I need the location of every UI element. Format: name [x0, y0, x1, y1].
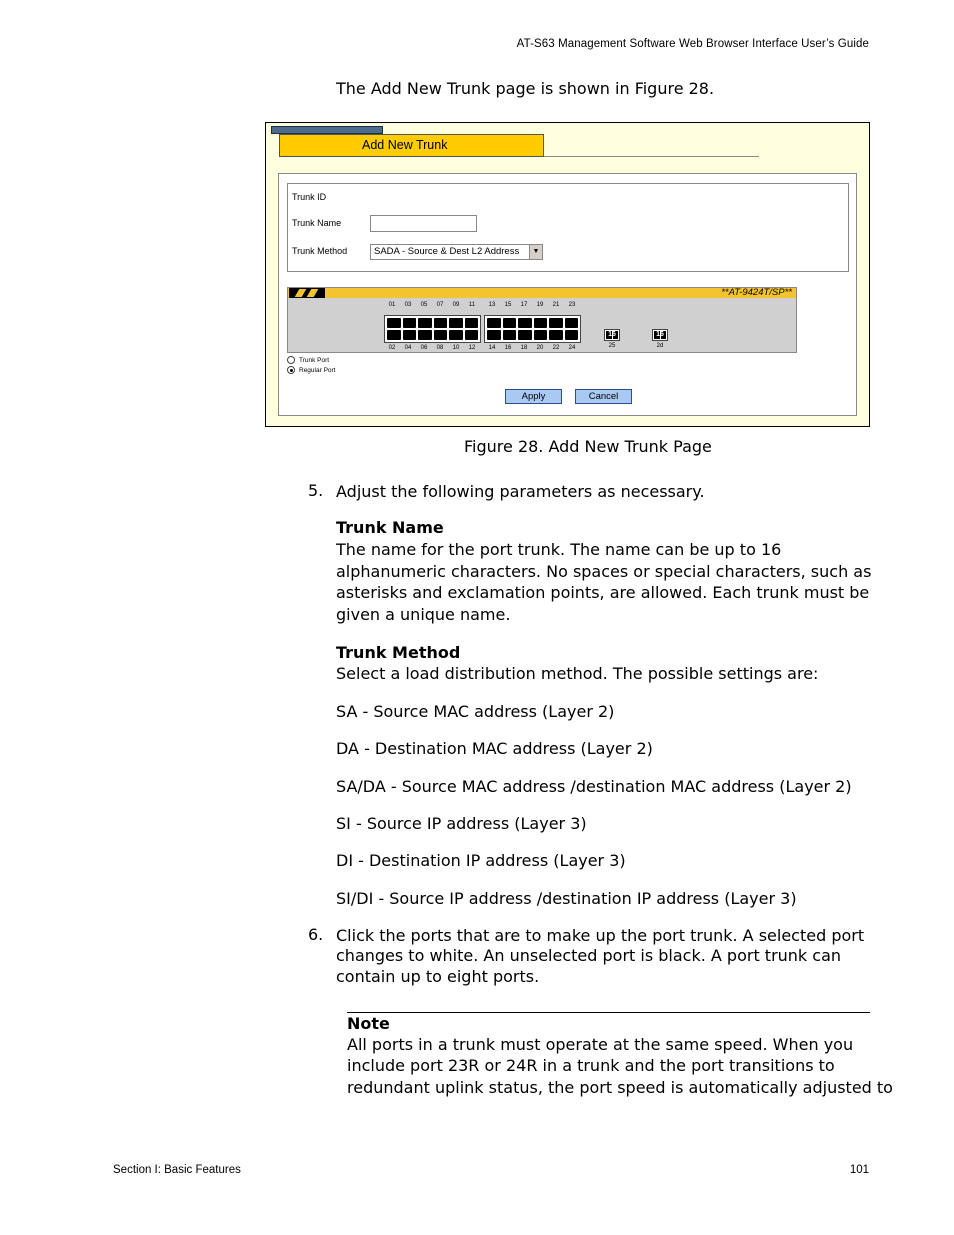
trunk-method-value: SADA - Source & Dest L2 Address: [374, 246, 520, 257]
running-header: AT-S63 Management Software Web Browser Interface User’s Guide: [516, 38, 869, 50]
port-number: 21: [552, 302, 560, 308]
method-item: SI - Source IP address (Layer 3): [336, 814, 587, 833]
intro-text: The Add New Trunk page is shown in Figure 28.: [336, 79, 715, 98]
trunk-name-heading: Trunk Name: [336, 518, 444, 537]
note-line: All ports in a trunk must operate at the same speed. When you: [347, 1035, 854, 1054]
note-line: include port 23R or 24R in a trunk and the port transitions to: [347, 1056, 835, 1075]
port-number: 04: [404, 345, 412, 351]
port-number: 01: [388, 302, 396, 308]
body-line: contain up to eight ports.: [336, 967, 540, 986]
port[interactable]: [465, 318, 479, 328]
note-rule: [347, 1012, 870, 1013]
port[interactable]: [434, 318, 448, 328]
legend-label: Trunk Port: [299, 356, 330, 364]
port[interactable]: [418, 318, 432, 328]
port-number: 17: [520, 302, 528, 308]
method-item: DA - Destination MAC address (Layer 2): [336, 739, 653, 758]
footer-section: Section I: Basic Features: [113, 1164, 241, 1176]
port[interactable]: [387, 330, 401, 340]
port-number: 2d: [656, 343, 664, 349]
cancel-button[interactable]: Cancel: [575, 389, 632, 404]
figure-caption: Figure 28. Add New Trunk Page: [464, 437, 712, 456]
switch-front-panel: [287, 287, 797, 353]
port[interactable]: [503, 318, 517, 328]
body-line: given a unique name.: [336, 605, 511, 624]
port-number: 09: [452, 302, 460, 308]
chevron-down-icon[interactable]: ▼: [529, 245, 542, 259]
uplink-port-glyph: 16: [608, 331, 616, 338]
step-text: Adjust the following parameters as necessary.: [336, 482, 705, 501]
port[interactable]: [487, 318, 501, 328]
port[interactable]: [465, 330, 479, 340]
radio-checked-icon[interactable]: [287, 366, 295, 374]
port[interactable]: [565, 330, 579, 340]
note-line: redundant uplink status, the port speed is automatically adjusted to: [347, 1078, 893, 1097]
port[interactable]: [534, 318, 548, 328]
port-number: 14: [488, 345, 496, 351]
port[interactable]: [387, 318, 401, 328]
port-number: 07: [436, 302, 444, 308]
switch-model-label: **AT-9424T/SP**: [721, 287, 792, 298]
trunk-method-heading: Trunk Method: [336, 643, 461, 662]
port[interactable]: [503, 330, 517, 340]
port-number: 03: [404, 302, 412, 308]
step-number: 6.: [308, 925, 324, 944]
port-group-1-12: [384, 315, 481, 343]
port[interactable]: [403, 330, 417, 340]
trunk-name-input[interactable]: [370, 215, 477, 232]
port[interactable]: [565, 318, 579, 328]
body-line: Select a load distribution method. The possible settings are:: [336, 664, 819, 683]
body-line: asterisks and exclamation points, are allowed. Each trunk must be: [336, 583, 870, 602]
port-number: 02: [388, 345, 396, 351]
port[interactable]: [434, 330, 448, 340]
form-panel: [278, 173, 857, 416]
method-item: SA/DA - Source MAC address /destination MAC address (Layer 2): [336, 777, 852, 796]
uplink-port-glyph: 16: [656, 331, 664, 338]
port[interactable]: [534, 330, 548, 340]
port-number: 24: [568, 345, 576, 351]
radio-icon[interactable]: [287, 356, 295, 364]
switch-brand-band: [288, 288, 796, 298]
port[interactable]: [549, 318, 563, 328]
top-bar: [271, 126, 383, 134]
port-number: 06: [420, 345, 428, 351]
port-number: 25: [608, 343, 616, 349]
method-item: SI/DI - Source IP address /destination IP address (Layer 3): [336, 889, 797, 908]
method-item: SA - Source MAC address (Layer 2): [336, 702, 615, 721]
port[interactable]: [518, 318, 532, 328]
port-number: 23: [568, 302, 576, 308]
method-item: DI - Destination IP address (Layer 3): [336, 851, 626, 870]
port-number: 19: [536, 302, 544, 308]
step-number: 5.: [308, 481, 324, 500]
page-number: 101: [849, 1164, 869, 1176]
port-number: 08: [436, 345, 444, 351]
port[interactable]: [403, 318, 417, 328]
legend-trunk-port[interactable]: [287, 356, 329, 364]
port[interactable]: [449, 318, 463, 328]
trunk-name-label: Trunk Name: [292, 218, 342, 228]
note-heading: Note: [347, 1014, 390, 1033]
body-line: alphanumeric characters. No spaces or special characters, such as: [336, 562, 872, 581]
page-title-tab: Add New Trunk: [279, 134, 544, 157]
port-number: 22: [552, 345, 560, 351]
port[interactable]: [518, 330, 532, 340]
port-number: 05: [420, 302, 428, 308]
port[interactable]: [449, 330, 463, 340]
trunk-method-select[interactable]: [370, 244, 543, 260]
trunk-id-label: Trunk ID: [292, 192, 327, 202]
port-number: 16: [504, 345, 512, 351]
trunk-form: [287, 183, 849, 272]
port-number: 11: [468, 302, 476, 308]
port-number: 15: [504, 302, 512, 308]
port[interactable]: [487, 330, 501, 340]
port-number: 12: [468, 345, 476, 351]
port-group-13-24: [484, 315, 581, 343]
body-line: changes to white. An unselected port is black. A port trunk can: [336, 946, 842, 965]
port[interactable]: [549, 330, 563, 340]
port-number: 10: [452, 345, 460, 351]
body-line: Click the ports that are to make up the port trunk. A selected port: [336, 926, 865, 945]
apply-button[interactable]: Apply: [505, 389, 562, 404]
port-number: 20: [536, 345, 544, 351]
legend-regular-port[interactable]: [287, 366, 336, 374]
port-number: 18: [520, 345, 528, 351]
title-rule: [544, 156, 759, 157]
port-number: 13: [488, 302, 496, 308]
figure-add-new-trunk: [265, 122, 870, 427]
allied-telesis-logo-icon: [289, 288, 325, 298]
body-line: The name for the port trunk. The name can be up to 16: [336, 540, 782, 559]
port[interactable]: [418, 330, 432, 340]
trunk-method-label: Trunk Method: [292, 246, 348, 256]
legend-label: Regular Port: [299, 366, 336, 374]
